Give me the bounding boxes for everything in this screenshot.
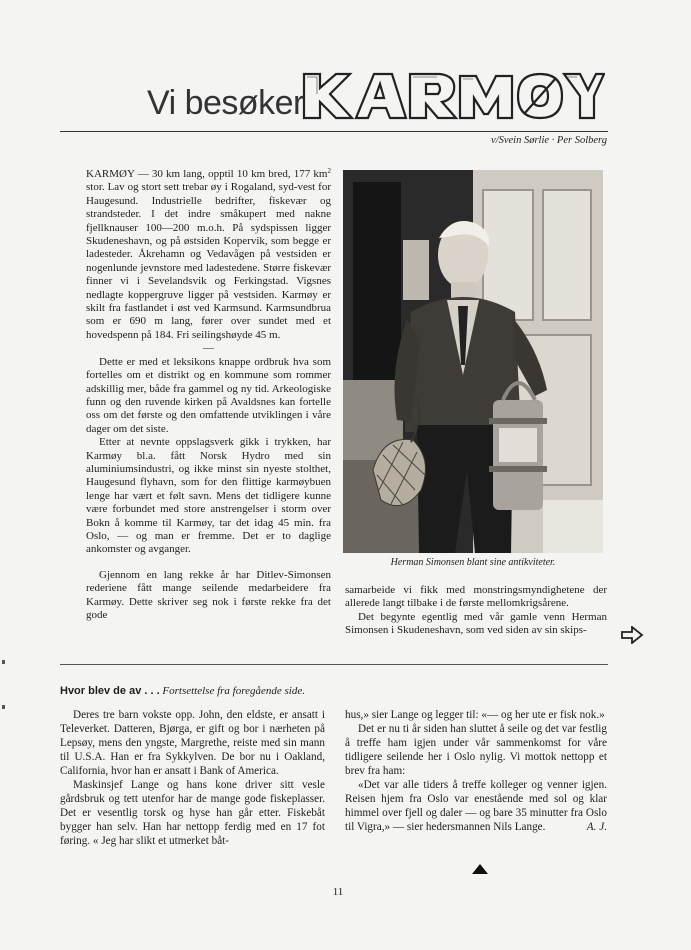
continuation-left-column (60, 708, 325, 848)
paragraph: Dette er med et leksikons knappe ordbruk hva som fortelles om et distrikt og en kommune som rommer adskillig mer, både fra gammel og ny tid. Arkeologiske funn og den ruvende kirken på Avaldsnes kan fortelle oss om det første og den omfattende utviklingen i våre dager om det siste. (86, 355, 331, 435)
superscript: 2 (327, 167, 331, 175)
paragraph: Det begynte egentlig med vår gamle venn Herman Simonsen i Skudeneshavn, som ved siden av sin skips- (345, 610, 607, 637)
karmoy-logo (300, 70, 605, 122)
paragraph: Deres tre barn vokste opp. John, den eldste, er ansatt i Televerket. Datteren, Bjørga, er gift og bor i nærheten på Lepsøy, mens den yngste, Margrethe, reiste med sin mann til U.S.A. Han er fra Sykkylven. De bor nu i Oakland, California, hvor han er ansatt i Bank of America. (60, 709, 325, 777)
heading-title: Hvor blev de av . . . (60, 685, 160, 697)
intro-text-rest: stor. Lav og stort sett trebar øy i Rogaland, syd-vest for Haugesund. Industrielle bedrifter, fiskevær og strandsteder. I det indre småkupert med nakne fjellknauser 100—200 m.o.h. På sydspissen ligger Skudeneshavn, og på østsiden Kopervik, som begge er ladesteder. Åkrehamn og Vedavågen på vestsiden er nogenlunde jevnstore med ladestedene. Større fiskevær finner vi i Sevelandsvik og Ferkingstad. Vigsnes nedlagte koppergruve ligger på vestsiden. Karmøy er skilt fra fastlandet i øst ved Karmsund. Karmsundbrua som er 690 m lang, fører over sundet med et hovedspenn på 184. Fri seilingshøyde 45 m. (86, 181, 331, 341)
paragraph: samarbeide vi fikk med monstringsmyndighetene der allerede langt tilbake i de første mellomkrigsårene. (345, 584, 607, 610)
continuation-heading (60, 685, 305, 697)
section-divider (60, 664, 608, 665)
page-number: 11 (332, 886, 344, 898)
article-left-column (86, 165, 331, 622)
continue-arrow-icon (620, 626, 644, 644)
scan-mark (2, 705, 5, 709)
author-signature: A. J. (586, 821, 607, 833)
end-triangle-icon (472, 864, 488, 874)
heading-subtitle: Fortsettelse fra foregående side. (162, 685, 305, 697)
header-rule (60, 131, 608, 132)
article-right-column (345, 584, 607, 638)
intro-text: KARMØY — 30 km lang, opptil 10 km bred, 177 km (86, 168, 328, 180)
intro-paragraph (86, 165, 331, 342)
paragraph: Maskinsjef Lange og hans kone driver sitt vesle gårdsbruk og tett utenfor har de mange gode fiskeplasser. Det er vesentlig torsk og hyse han går etter. Fiskebåt bygger han selv. Han har nettopp ferdig med en 17 fot føring. « Jeg har slikt et utmerket båt- (60, 779, 325, 847)
header-prefix: Vi besøker (147, 84, 304, 122)
article-header (60, 62, 610, 132)
photo-herman-simonsen (343, 170, 603, 553)
paragraph-text: «Det var alle tiders å treffe kolleger og venner igjen. Reisen hjem fra Oslo var enestående med sol og klar himmel over fjell og daler — og bare 35 minutter fra Oslo til Vigra,» — sier hedersmannen Nils Lange. (345, 779, 607, 833)
byline: v/Svein Sørlie · Per Solberg (491, 135, 607, 146)
continuation-right-column (345, 708, 607, 834)
photo-caption: Herman Simonsen blant sine antikviteter. (390, 557, 556, 568)
paragraph: hus,» sier Lange og legger til: «— og her ute er fisk nok.» (345, 709, 605, 721)
scan-mark (2, 660, 5, 664)
paragraph: Etter at nevnte oppslagsverk gikk i trykken, har Karmøy bl.a. fått Norsk Hydro med sin aluminiumsindustri, og ikke minst sin nyeste stolthet, Haugesund flyhavn, som for den flittige karmøybuen lenge har vært et følt savn. Mens det tidligere kunne være forbundet med store anstrengelser i storm over Bokn å komme til Karmøy, tar det idag 45 min. fra Oslo, — og man er fremme. Det er to daglige ankomster og avganger. (86, 436, 331, 556)
paragraph: Det er nu ti år siden han sluttet å seile og det var festlig å treffe ham igjen under vår sammenkomst for våre tidligere seilende her i Oslo nylig. Vi mottok nettopp et brev fra ham: (345, 723, 607, 777)
section-dash: — (203, 342, 214, 355)
paragraph (345, 778, 607, 834)
paragraph: Gjennom en lang rekke år har Ditlev-Simonsen rederiene fått mange seilende medarbeidere fra Karmøy. Dette skriver seg nok i første rekke fra det gode (86, 568, 331, 621)
